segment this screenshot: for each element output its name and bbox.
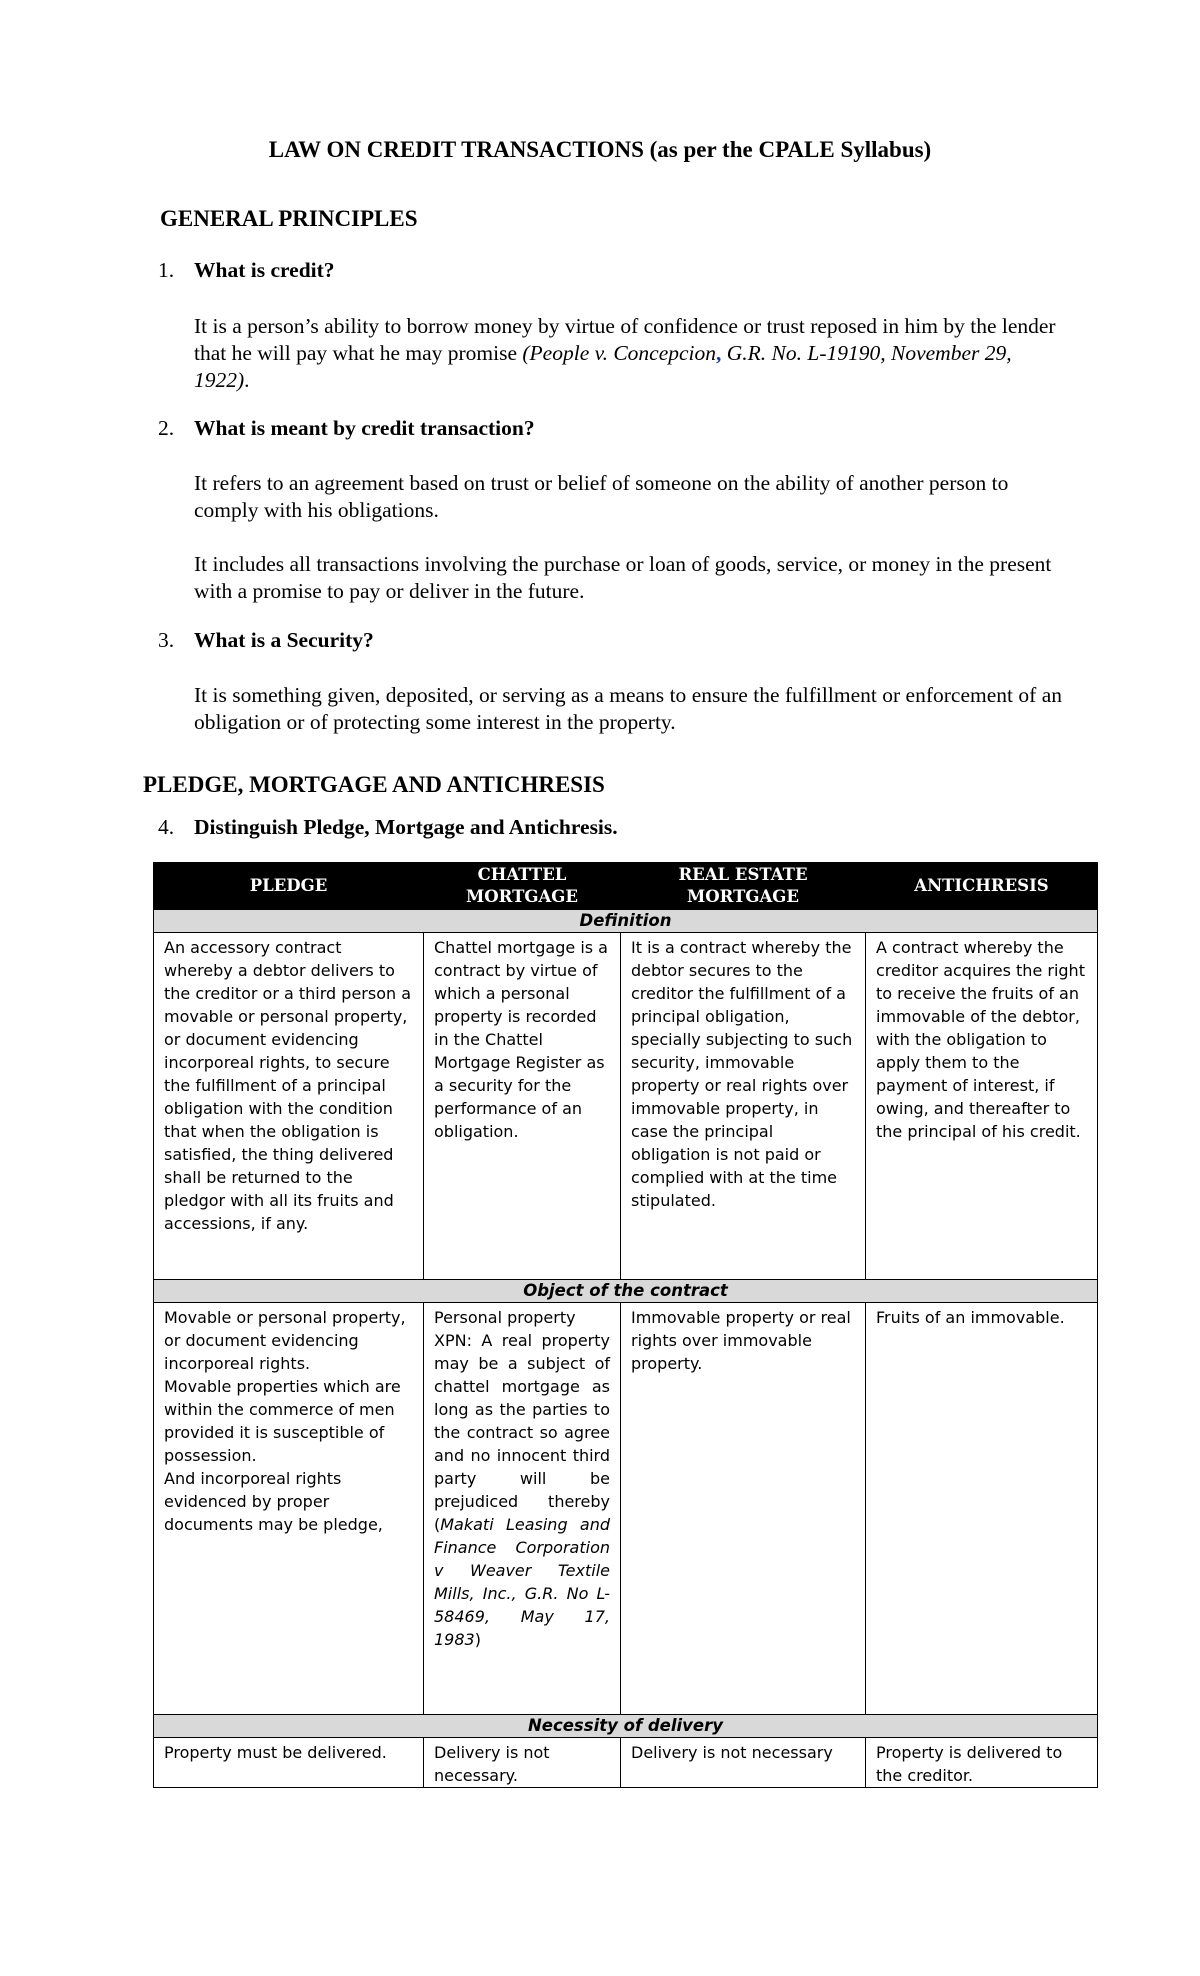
header-real-estate-mortgage: REAL ESTATE MORTGAGE [621,863,866,910]
question-number: 3. [158,628,175,652]
definition-real-estate: It is a contract whereby the debtor secures to the creditor the fulfillment of a principal obligation, specially subjecting to such security, immovable property or real rights over immovable property, in case the principal obligation is not paid or complied with at the time stipulated. [621,933,866,1280]
object-antichresis: Fruits of an immovable. [866,1303,1098,1715]
question-number: 2. [158,416,175,440]
question-number: 1. [158,258,175,282]
question-text: What is a Security? [194,628,374,652]
answer-2b: It includes all transactions involving the purchase or loan of goods, service, or money in the present with a promise to pay or deliver in the future. [194,552,1052,603]
object-pledge-line: Movable or personal property, or document evidencing incorporeal rights. [164,1308,406,1373]
section-object [154,1280,1098,1303]
pledge-section-heading: PLEDGE, MORTGAGE AND ANTICHRESIS [143,772,605,797]
section-delivery [154,1715,1098,1738]
table-row [154,1303,1098,1715]
object-chattel-line: Personal property [434,1308,576,1327]
question-2 [158,416,535,441]
header-chattel-mortgage: CHATTEL MORTGAGE [424,863,621,910]
object-pledge-line: Movable properties which are within the commerce of men provided it is susceptible of possession. [164,1377,401,1465]
header-antichresis: ANTICHRESIS [866,863,1098,910]
object-pledge [154,1303,424,1715]
delivery-antichresis: Property is delivered to the creditor. [866,1738,1098,1788]
definition-chattel: Chattel mortgage is a contract by virtue of which a personal property is recorded in the Chattel Mortgage Register as a security for the performance of an obligation. [424,933,621,1280]
delivery-chattel: Delivery is not necessary. [424,1738,621,1788]
question-3 [158,628,374,653]
question-1 [158,258,335,283]
table-row [154,933,1098,1280]
definition-pledge: An accessory contract whereby a debtor delivers to the creditor or a third person a movable or personal property, or document evidencing incorporeal rights, to secure the fulfillment of a principal obligation with the condition that when the obligation is satisfied, the thing delivered shall be returned to the pledgor with all its fruits and accessions, if any. [154,933,424,1280]
citation-rest: G.R. No. L-19190, November 29, 1922) [194,341,1012,392]
citation: (People v. Concepcion [522,341,717,365]
object-chattel-citation: Makati Leasing and Finance Corporation v Weaver Textile Mills, Inc., G.R. No L-58469, May 17, 1983 [434,1515,610,1649]
citation-end: . [244,368,250,392]
header-pledge: PLEDGE [154,863,424,910]
section-definition [154,910,1098,933]
object-chattel-exception: XPN: A real property may be a subject of chattel mortgage as long as the parties to the contract so agree and no innocent third party will be prejudiced thereby (Makati Leasing and Finance Corporation v Weaver Textile Mills, Inc., G.R. No L-58469, May 17, 1983) [434,1331,610,1649]
answer-2a: It refers to an agreement based on trust or belief of someone on the ability of another person to comply with his obligations. [194,471,1009,522]
citation-comma: , [716,341,722,365]
table-header-row [154,863,1098,910]
comparison-table [153,862,1098,1788]
delivery-pledge: Property must be delivered. [154,1738,424,1788]
general-principles-heading: GENERAL PRINCIPLES [160,206,418,231]
answer-1 [194,313,1062,394]
section-label: Necessity of delivery [154,1715,1098,1738]
object-chattel [424,1303,621,1715]
object-real-estate: Immovable property or real rights over immovable property. [621,1303,866,1715]
section-label: Object of the contract [154,1280,1098,1303]
question-number: 4. [158,815,175,839]
delivery-real-estate: Delivery is not necessary [621,1738,866,1788]
document-title: LAW ON CREDIT TRANSACTIONS (as per the CPALE Syllabus) [268,137,932,162]
answer-text: It is a person’s ability to borrow money by virtue of confidence or trust reposed in him by the lender that he will pay what he may promise [194,314,1056,365]
table-row [154,1738,1098,1788]
question-text: Distinguish Pledge, Mortgage and Antichresis. [194,815,618,839]
question-text: What is meant by credit transaction? [194,416,535,440]
answer-3: It is something given, deposited, or serving as a means to ensure the fulfillment or enforcement of an obligation or of protecting some interest in the property. [194,683,1062,734]
object-pledge-line: And incorporeal rights evidenced by proper documents may be pledge, [164,1469,383,1534]
question-4 [158,815,618,840]
question-text: What is credit? [194,258,335,282]
section-label: Definition [154,910,1098,933]
definition-antichresis: A contract whereby the creditor acquires the right to receive the fruits of an immovable of the debtor, with the obligation to apply them to the payment of interest, if owing, and thereafter to the principal of his credit. [866,933,1098,1280]
